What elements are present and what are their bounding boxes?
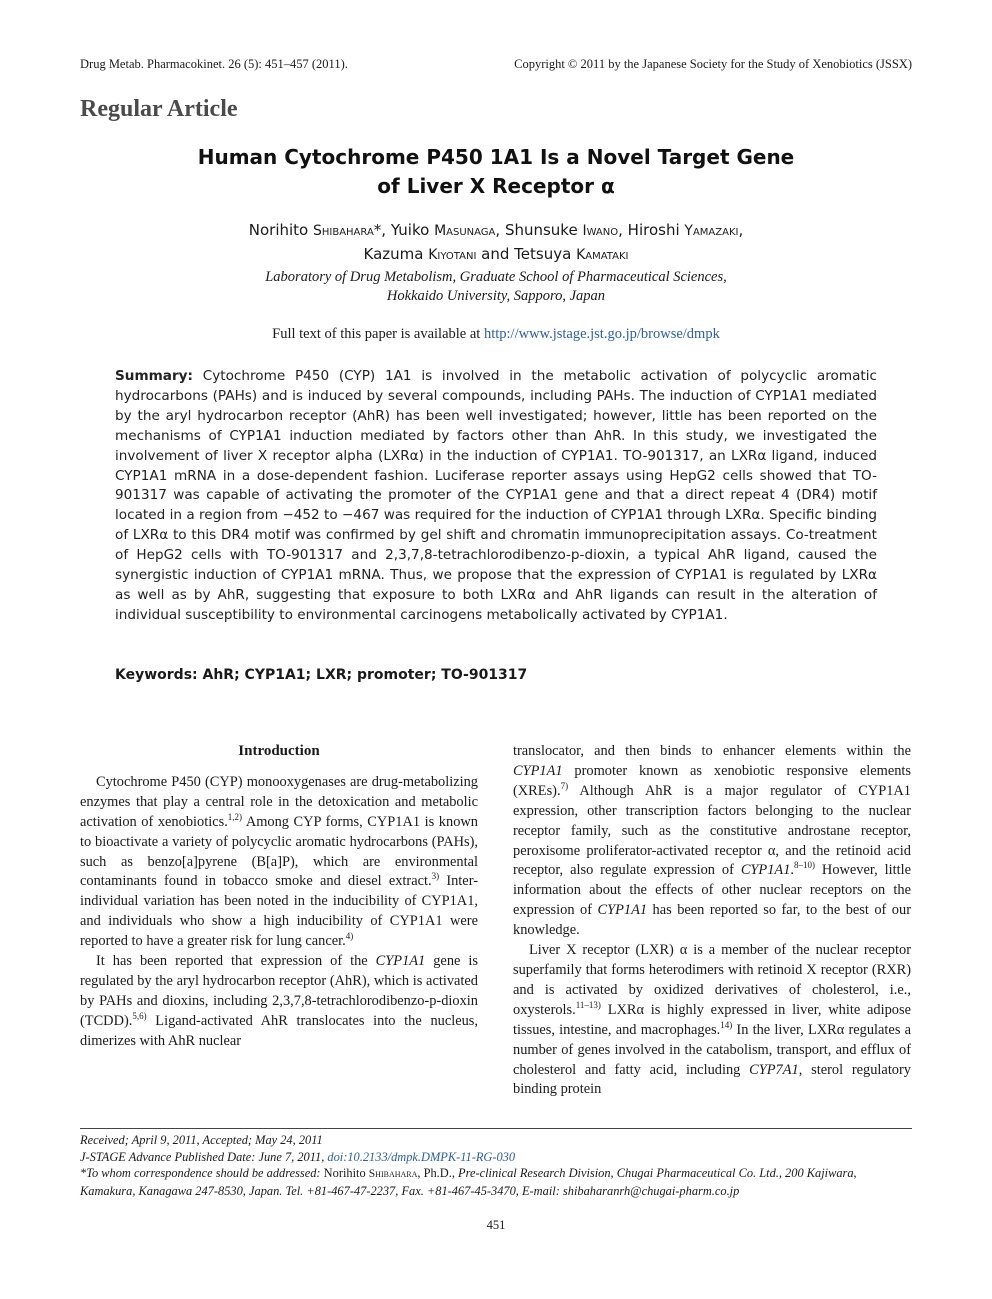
text-run: Cytochrome P450 (CYP) monooxygenases are drug-metabolizing enzymes that play a central role in the detoxication and metabolic activation of xenobiotics. (80, 773, 478, 830)
text-run: . (790, 862, 795, 879)
text-run: gene is regulated by the aryl hydrocarbon receptor (AhR), which is activated by PAHs and dioxins, including 2,3,7,8-tetrachlorodibenzo-p-dioxin (TCDD). (80, 953, 478, 1029)
journal-citation: Drug Metab. Pharmacokinet. 26 (5): 451–457 (2011). (80, 57, 348, 71)
footnotes (80, 1132, 912, 1199)
gene-name: CYP1A1 (597, 902, 648, 919)
text-run: Among CYP forms, CYP1A1 is known to bioactivate a variety of polycyclic aromatic hydrocarbons (PAHs), such as benzo[a]pyrene (B[a]P), which are environmental contaminants found in tobacco smoke and diesel extract. (80, 813, 478, 890)
gene-name: CYP7A1 (749, 1061, 799, 1078)
text-run: Liver X receptor (LXR) α is a member of the nuclear receptor superfamily that forms heterodimers with retinoid X receptor (RXR) and is activated by oxidized derivatives of cholesterol, i.e., oxysterols. (513, 942, 911, 1018)
affiliation-line-1: Laboratory of Drug Metabolism, Graduate School of Pharmaceutical Sciences, (265, 269, 727, 285)
text-run: LXRα is highly expressed in liver, white adipose tissues, intestine, and macrophages. (513, 1001, 911, 1038)
jstage-label: J-STAGE Advance Published Date: June 7, 2011, (80, 1149, 328, 1164)
correspondence-label: *To whom correspondence should be addressed: (80, 1166, 324, 1181)
author-given-name: Shunsuke (504, 221, 583, 239)
corresponding-mark: * (373, 221, 382, 239)
correspondence-family-name: Shibahara (368, 1168, 418, 1181)
affiliation-line-2: Hokkaido University, Sapporo, Japan (386, 288, 606, 304)
paragraph (80, 952, 478, 1052)
text-run: promoter known as xenobiotic responsive elements (XREs). (513, 762, 911, 799)
author-family-name: Iwano (582, 223, 619, 239)
paragraph (513, 742, 911, 941)
body-column-right (513, 742, 911, 1100)
correspondence-name: Norihito (323, 1166, 369, 1181)
jstage-date (80, 1149, 912, 1166)
conjunction: and (476, 245, 515, 263)
abstract-label: Summary: (115, 368, 193, 384)
gene-name: CYP1A1 (375, 953, 426, 970)
fulltext-prefix: Full text of this paper is available at (272, 326, 484, 342)
section-label: Regular Article (80, 96, 238, 122)
paragraph (80, 773, 478, 952)
separator: , (738, 221, 744, 239)
author-family-name: Masunaga (434, 223, 496, 239)
separator: , (618, 221, 628, 239)
citation-ref[interactable]: 7) (560, 781, 569, 792)
received-dates: Received; April 9, 2011, Accepted; May 24, 2011 (80, 1133, 323, 1147)
text-run: Inter-individual variation has been noted in the inducibility of CYP1A1, and individuals who show a high inducibility of CYP1A1 were reported to have a greater risk for lung cancer. (80, 873, 478, 950)
doi-link[interactable]: doi:10.2133/dmpk.DMPK-11-RG-030 (327, 1149, 516, 1164)
author-given-name: Hiroshi (627, 221, 685, 239)
correspondence-address: Pre-clinical Research Division, Chugai Pharmaceutical Co. Ltd., 200 Kajiwara, Kamakura, Kanagawa 247-8530, Japan. Tel. +81-467-47-2237, Fax. +81-467-45-3470, E-mail: shibaharanrh@chugai-pharm.co.jp (80, 1166, 857, 1198)
abstract-text: Cytochrome P450 (CYP) 1A1 is involved in the metabolic activation of polycyclic aromatic hydrocarbons (PAHs) and is induced by several compounds, including PAHs. The induction of CYP1A1 mediated by the aryl hydrocarbon receptor (AhR) has been well investigated; however, little has been reported on the mechanisms of CYP1A1 induction mediated by factors other than AhR. In this study, we investigated the involvement of liver X receptor alpha (LXRα) in the induction of CYP1A1. TO-901317, an LXRα ligand, induced CYP1A1 mRNA in a dose-dependent fashion. Luciferase reporter assays using HepG2 cells showed that TO-901317 was capable of activating the promoter of the CYP1A1 gene and that a direct repeat 4 (DR4) motif located in a region from −452 to −467 was required for the induction of CYP1A1 through LXRα. Specific binding of LXRα to this DR4 motif was confirmed by gel shift and chromatin immunoprecipitation assays. Co-treatment of HepG2 cells with TO-901317 and 2,3,7,8-tetrachlorodibenzo-p-dioxin, a typical AhR ligand, caused the synergistic induction of CYP1A1 mRNA. Thus, we propose that the expression of CYP1A1 is regulated by LXRα as well as by AhR, suggesting that exposure to both LXRα and AhR ligands can result in the alteration of individual susceptibility to environmental carcinogens metabolically activated by CYP1A1. (115, 368, 877, 623)
author-given-name: Norihito (248, 221, 313, 239)
correspondence (80, 1165, 912, 1199)
author-family-name: Yamazaki (684, 223, 739, 239)
text-run: In the liver, LXRα regulates a number of genes involved in the catabolism, transport, and efflux of cholesterol and fatty acid, including (513, 1021, 911, 1078)
text-run: translocator, and then binds to enhancer elements within the (513, 743, 911, 759)
gene-name: CYP1A1 (513, 762, 563, 779)
title-line-2: of Liver X Receptor α (377, 174, 615, 198)
citation-ref[interactable]: 5,6) (132, 1010, 147, 1021)
author-given-name: Kazuma (363, 245, 429, 263)
fulltext-link[interactable]: http://www.jstage.jst.go.jp/browse/dmpk (483, 326, 720, 342)
citation-ref[interactable]: 1,2) (227, 811, 243, 822)
copyright-notice: Copyright © 2011 by the Japanese Society for the Study of Xenobiotics (JSSX) (514, 57, 912, 71)
text-run: However, little information about the effects of other nuclear receptors on the expression of (513, 862, 911, 919)
text-run: Although AhR is a major regulator of CYP1A1 expression, other transcription factors belonging to the nuclear receptor family, such as the constitutive androstane receptor, peroxisome proliferator-activated receptor α, and the retinoid acid receptor, also regulate expression of (513, 782, 911, 879)
section-heading-introduction: Introduction (238, 743, 320, 759)
footnote-divider (80, 1128, 912, 1129)
article-title (80, 143, 912, 201)
separator: , (381, 221, 391, 239)
page-number: 451 (486, 1218, 506, 1232)
author-family-name: Kiyotani (428, 247, 477, 263)
correspondence-degree: , Ph.D., (417, 1166, 459, 1181)
keywords: Keywords: AhR; CYP1A1; LXR; promoter; TO-901317 (115, 667, 528, 683)
author-given-name: Tetsuya (514, 245, 577, 263)
author-list (80, 219, 912, 267)
text-run: It has been reported that expression of the (96, 953, 376, 970)
citation-ref[interactable]: 4) (345, 931, 354, 942)
fulltext-note (80, 326, 912, 343)
author-family-name: Kamataki (576, 247, 629, 263)
citation-ref[interactable]: 14) (720, 1019, 733, 1030)
citation-ref[interactable]: 11–13) (575, 999, 601, 1010)
author-family-name: Shibahara (312, 223, 374, 239)
text-run: , sterol regulatory binding protein (513, 1061, 911, 1098)
affiliation (80, 268, 912, 306)
text-run: has been reported so far, to the best of our knowledge. (513, 902, 911, 939)
citation-ref[interactable]: 3) (431, 871, 440, 882)
gene-name: CYP1A1 (740, 862, 791, 879)
citation-ref[interactable]: 8–10) (794, 860, 816, 871)
title-line-1: Human Cytochrome P450 1A1 Is a Novel Target Gene (197, 145, 795, 169)
author-given-name: Yuiko (390, 221, 435, 239)
author-line-1 (80, 219, 912, 243)
text-run: Ligand-activated AhR translocates into the nucleus, dimerizes with AhR nuclear (80, 1012, 478, 1049)
abstract (115, 367, 877, 626)
paragraph (513, 941, 911, 1100)
body-column-left (80, 742, 478, 1052)
author-line-2 (80, 243, 912, 267)
separator: , (495, 221, 505, 239)
